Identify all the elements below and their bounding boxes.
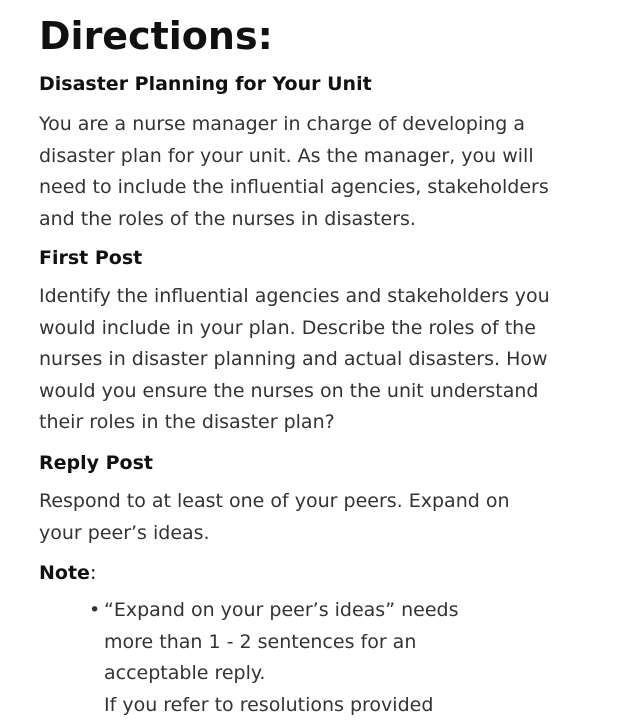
text-line: their roles in the disaster plan? [39,407,550,439]
section-heading-disaster-planning: Disaster Planning for Your Unit [39,71,372,97]
section-body-disaster-planning [39,109,549,235]
text-line: disaster plan for your unit. As the manager, you will [39,141,549,173]
page-title: Directions: [39,12,273,60]
note-label-text: Note [39,562,90,584]
section-body-first-post [39,281,550,439]
text-line: You are a nurse manager in charge of developing a [39,109,549,141]
section-heading-reply-post: Reply Post [39,450,153,476]
note-label-colon: : [90,562,96,584]
note-label [39,560,96,586]
section-body-reply-post [39,486,510,549]
text-line: your peer’s ideas. [39,518,510,550]
text-line: nurses in disaster planning and actual disasters. How [39,344,550,376]
text-line: acceptable reply. [104,658,458,690]
section-heading-first-post: First Post [39,245,142,271]
text-line: and the roles of the nurses in disasters. [39,204,549,236]
text-line: more than 1 - 2 sentences for an [104,627,458,659]
list-item [89,595,458,721]
text-line: would include in your plan. Describe the roles of the [39,313,550,345]
text-line: Respond to at least one of your peers. Expand on [39,486,510,518]
bullet-icon: • [89,595,100,627]
text-line: Identify the influential agencies and stakeholders you [39,281,550,313]
text-line: “Expand on your peer’s ideas” needs [104,595,458,627]
text-line: If you refer to resolutions provided [104,690,458,721]
text-line: would you ensure the nurses on the unit understand [39,376,550,408]
note-bullet-list [89,595,458,721]
text-line: need to include the influential agencies, stakeholders [39,172,549,204]
